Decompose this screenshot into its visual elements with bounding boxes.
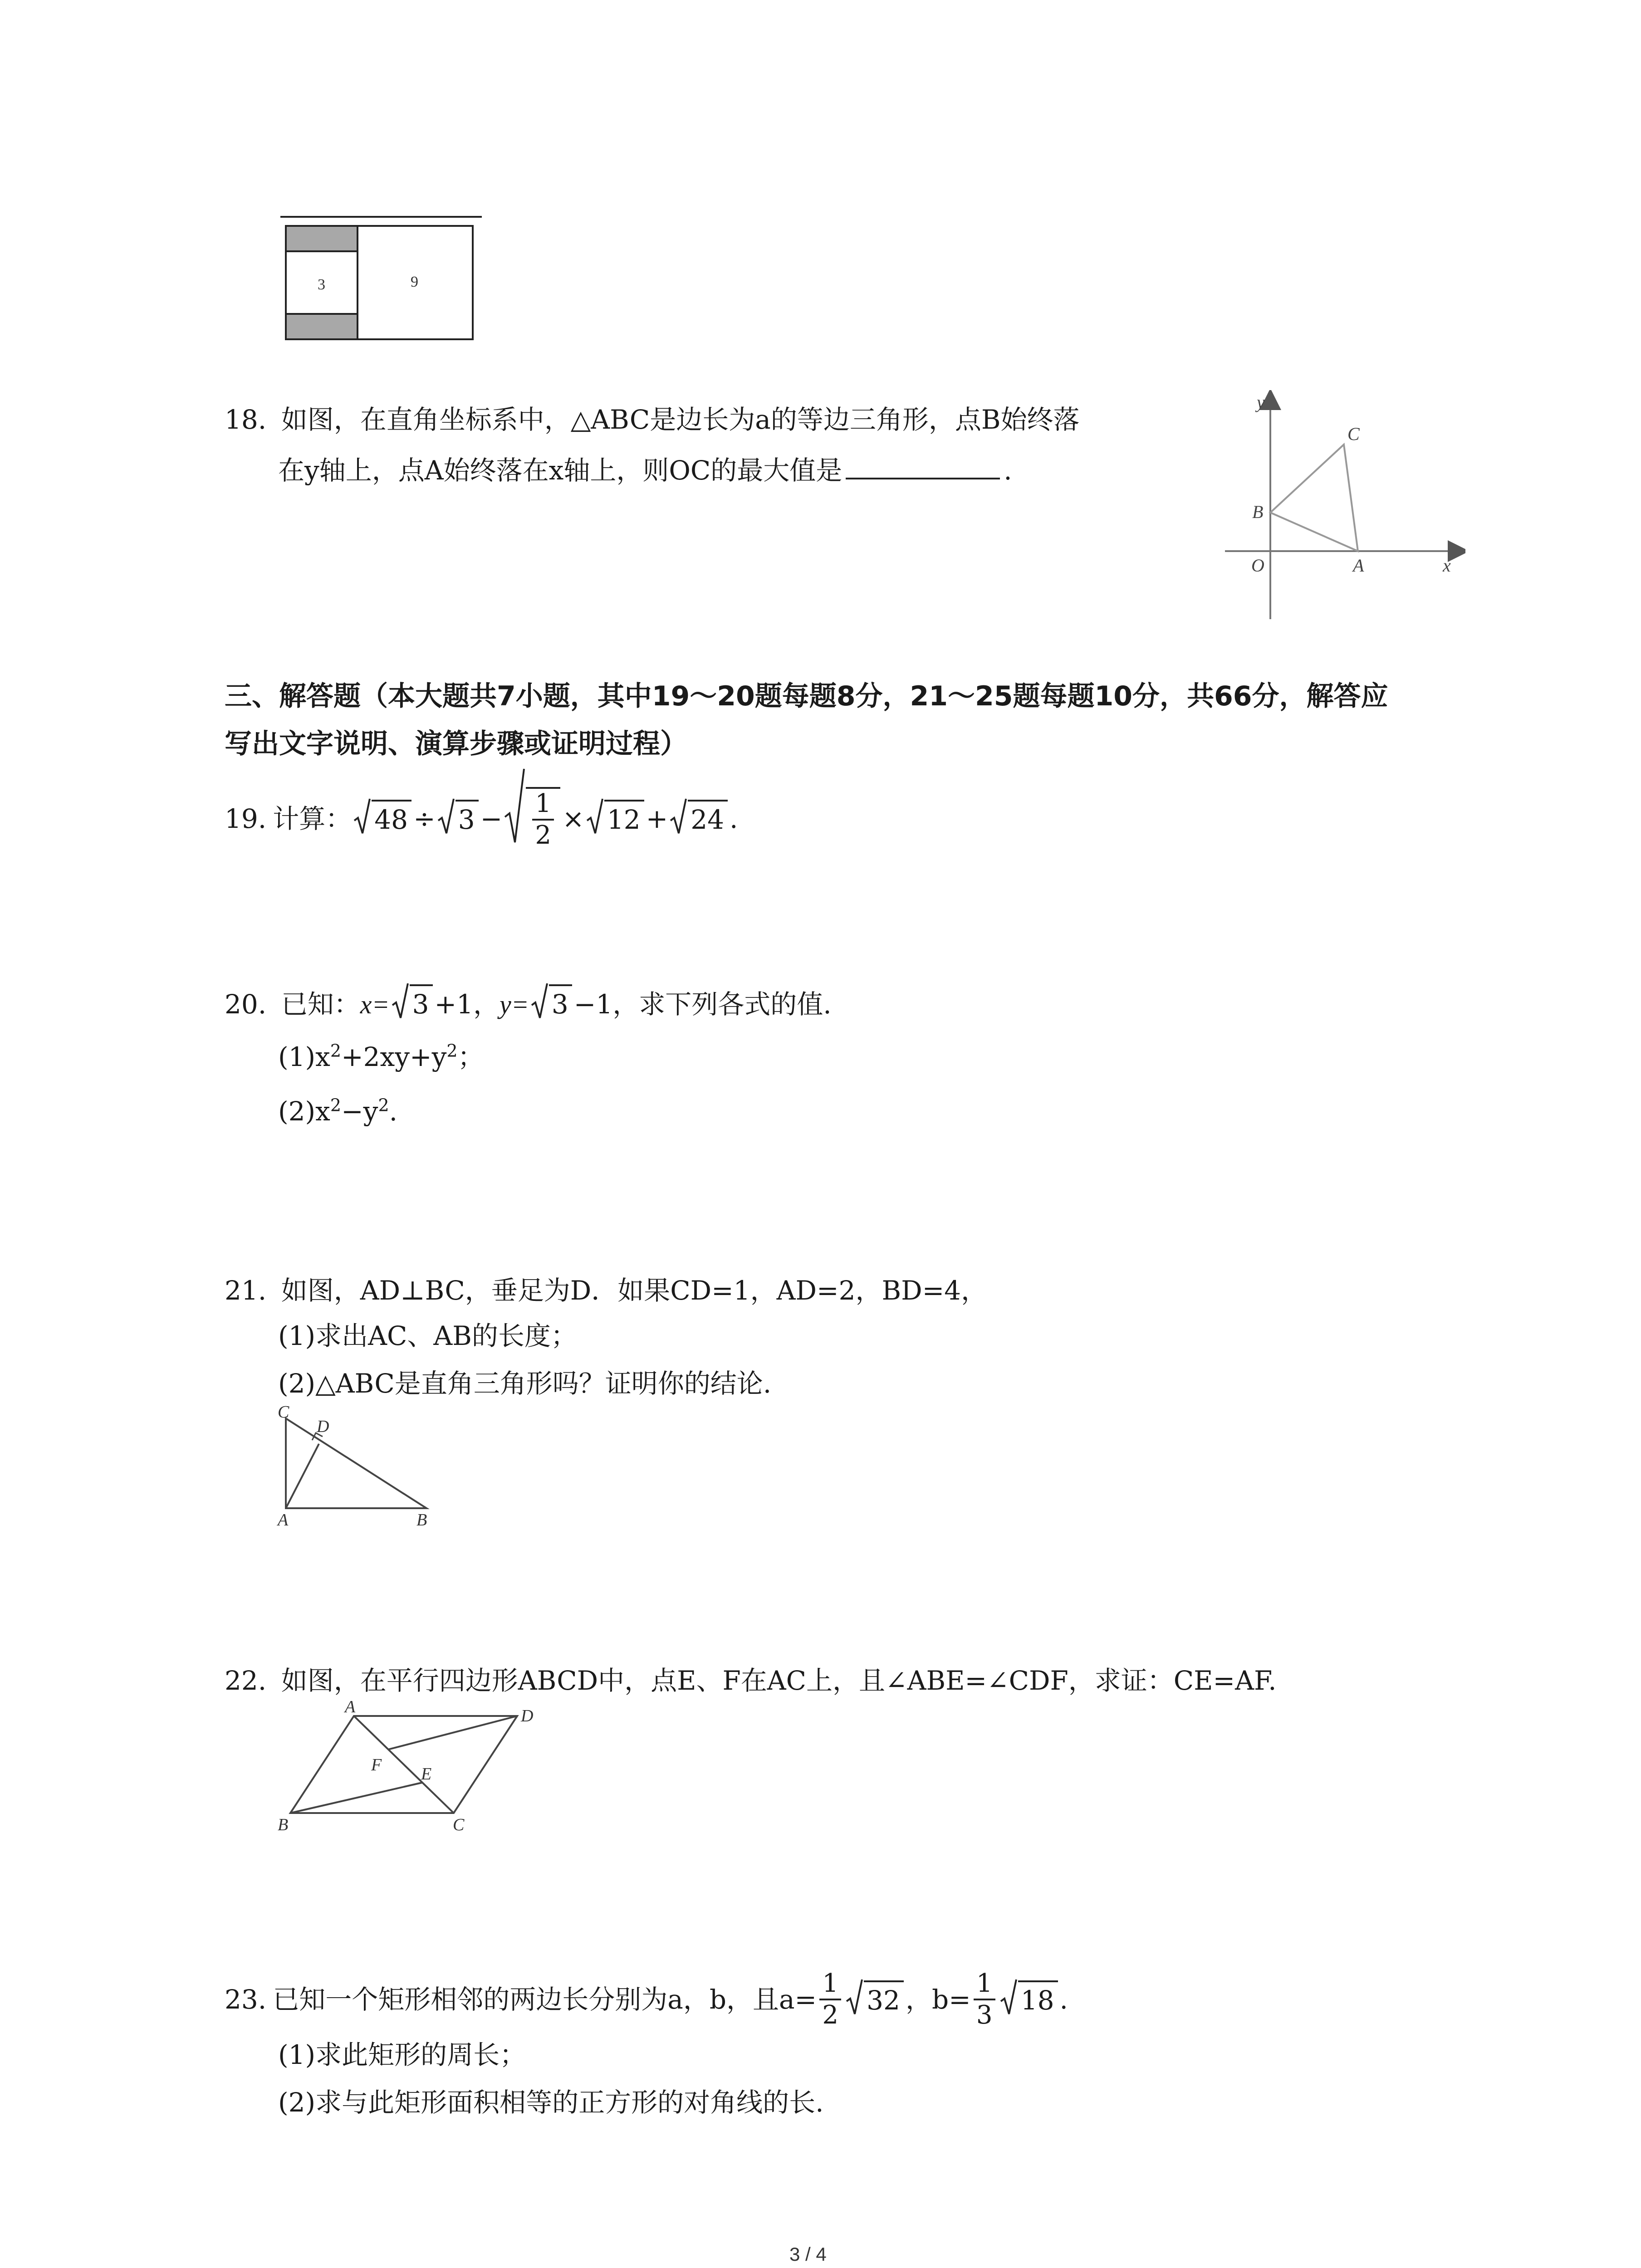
fig18-x-label: x	[1443, 555, 1451, 576]
page-number: 3 / 4	[789, 2244, 827, 2265]
q23-frac-b: $\frac{1}{3}$	[974, 1969, 995, 2030]
fig22-c-label: C	[453, 1815, 465, 1834]
q23-frac-a: $\frac{1}{2}$	[819, 1969, 841, 2030]
fig21-b-label: B	[416, 1510, 427, 1526]
q21-line1: 21. 如图，AD⊥BC，垂足为D．如果CD=1，AD=2，BD=4，	[225, 1275, 988, 1306]
q18-coordinate-figure	[1220, 390, 1465, 626]
q23-sqrt-32: 32	[846, 1980, 904, 2019]
q18-number: 18.	[225, 404, 267, 435]
sqrt-24: 24	[670, 800, 728, 838]
fig18-b-label: B	[1252, 502, 1264, 522]
sqrt-48: 48	[353, 800, 411, 838]
q21-number: 21.	[225, 1275, 267, 1306]
q22-number: 22.	[225, 1665, 267, 1696]
q22-parallelogram-figure	[272, 1699, 544, 1839]
fig17-right-value: 9	[411, 274, 418, 290]
q23-part2: (2)求与此矩形面积相等的正方形的对角线的长.	[278, 2087, 824, 2118]
fig22-f-label: F	[371, 1755, 382, 1774]
fig17-left-value: 3	[318, 276, 325, 293]
q21-triangle-figure	[272, 1404, 445, 1526]
fig21-a-label: A	[278, 1510, 289, 1526]
section3-heading-line2: 写出文字说明、演算步骤或证明过程）	[225, 728, 687, 760]
q18-text-2: 在y轴上，点A始终落在x轴上，则OC的最大值是	[278, 455, 843, 486]
q22-line1: 22. 如图，在平行四边形ABCD中，点E、F在AC上，且∠ABE=∠CDF，求证：CE=AF.	[225, 1665, 1277, 1696]
fig21-c-label: C	[278, 1404, 289, 1422]
fig22-b-label: B	[278, 1815, 289, 1834]
q23-part1: (1)求此矩形的周长；	[278, 2039, 526, 2070]
sqrt-3: 3	[437, 800, 479, 838]
q18-line1	[225, 401, 1079, 438]
fig18-o-label: O	[1251, 555, 1264, 576]
fig18-a-label: A	[1353, 555, 1364, 576]
q18-text-1: 如图，在直角坐标系中，△ABC是边长为a的等边三角形，点B始终落	[281, 404, 1080, 435]
q18-line2: 在y轴上，点A始终落在x轴上，则OC的最大值是 .	[278, 450, 1012, 489]
q20-sqrt-3b: 3	[531, 984, 572, 1022]
q21-part1: (1)求出AC、AB的长度；	[278, 1320, 577, 1351]
fig22-e-label: E	[421, 1765, 432, 1784]
figure-17	[272, 209, 485, 345]
q19: 19. 计算： 48 ÷ 3 − $\frac{1}{2}$ × 12 + 24 .	[225, 787, 738, 850]
q23-sqrt-18: 18	[1000, 1980, 1058, 2019]
q18-answer-blank	[846, 450, 1000, 479]
q20-sqrt-3a: 3	[392, 984, 433, 1022]
fig22-d-label: D	[521, 1706, 534, 1725]
fig21-d-label: D	[317, 1417, 329, 1436]
fig22-a-label: A	[345, 1699, 356, 1716]
sqrt-half: $\frac{1}{2}$	[504, 787, 560, 850]
fig18-y-label: y	[1257, 392, 1265, 412]
q20-number: 20.	[225, 989, 267, 1020]
q21-part2: (2)△ABC是直角三角形吗？证明你的结论.	[278, 1368, 772, 1399]
fig18-c-label: C	[1347, 424, 1360, 444]
q20-part1: $(1)x^2+2xy+y^2$；	[278, 1041, 484, 1072]
q20-part2: $(2)x^2-y^2$.	[278, 1095, 398, 1127]
sqrt-12: 12	[586, 800, 644, 838]
q20-line1: 20. 已知：x= 3 +1，y= 3 −1，求下列各式的值.	[225, 984, 832, 1023]
q19-number: 19.	[225, 803, 267, 834]
q23-line1: 23. 已知一个矩形相邻的两边长分别为a，b，且a= $\frac{1}{2}$ 32 ，b= $\frac{1}{3}$ 18 .	[225, 1969, 1068, 2030]
q23-number: 23.	[225, 1984, 267, 2015]
section3-heading-line1: 三、解答题（本大题共7小题，其中19～20题每题8分，21～25题每题10分，共66分，解答应	[225, 680, 1388, 712]
